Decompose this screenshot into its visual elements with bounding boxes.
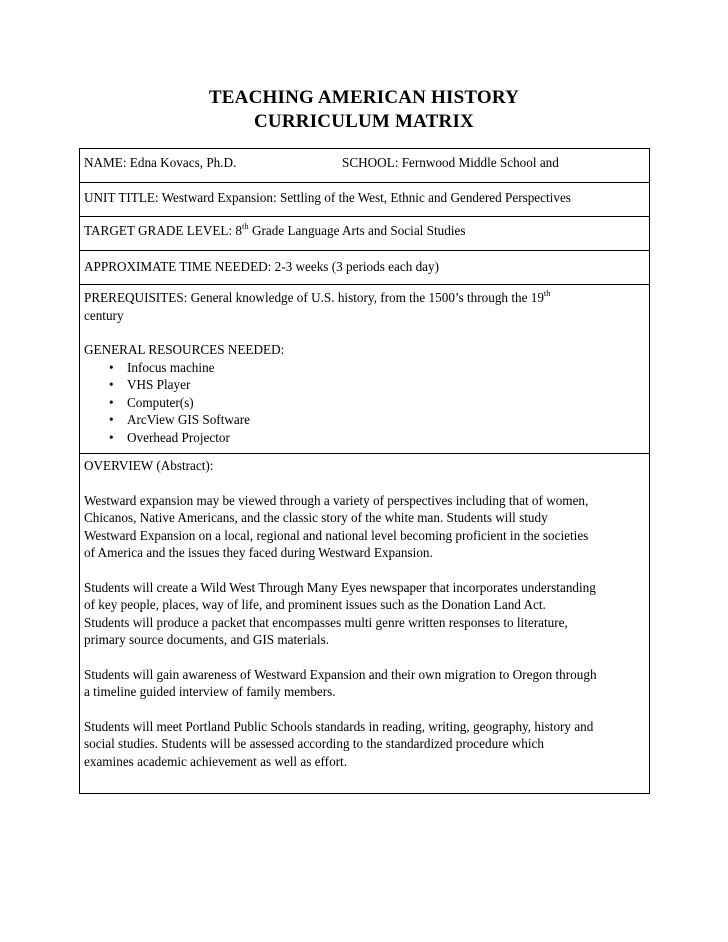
bullet-icon: • [109,359,114,375]
overview-line: of America and the issues they faced during Westward Expansion. [84,545,433,560]
resource-item-label: ArcView GIS Software [127,412,250,427]
overview-paragraph [84,579,643,649]
teacher-name: NAME: Edna Kovacs, Ph.D. [84,155,237,170]
time-needed-row [80,251,649,285]
title-line-1: TEACHING AMERICAN HISTORY [208,87,520,108]
name-school-row [80,149,649,183]
document-title [0,86,728,134]
overview-line: primary source documents, and GIS materials. [84,632,329,647]
overview-paragraph [84,718,643,771]
resource-item-label: Computer(s) [127,394,194,410]
bullet-icon: • [109,394,114,410]
overview-line: Students will meet Portland Public Schools standards in reading, writing, geography, history and [84,718,594,734]
overview-line: Students will gain awareness of Westward Expansion and their own migration to Oregon through [84,666,597,682]
overview-line: of key people, places, way of life, and prominent issues such as the Donation Land Act. [84,597,546,612]
prerequisites-continuation: century [84,307,124,323]
overview-heading: OVERVIEW (Abstract): [84,458,214,473]
prerequisites-text [84,289,643,307]
prerequisites-sup: th [543,287,551,298]
resources-list [84,359,643,447]
overview-row [80,454,649,793]
curriculum-matrix-table [79,148,650,794]
time-needed: APPROXIMATE TIME NEEDED: 2-3 weeks (3 periods each day) [84,259,440,274]
grade-level-sup: th [242,220,249,231]
overview-line: social studies. Students will be assessed according to the standardized procedure which [84,736,544,751]
resource-item [84,376,643,394]
unit-title: UNIT TITLE: Westward Expansion: Settling of the West, Ethnic and Gendered Perspectives [84,190,571,205]
resource-item-label: VHS Player [127,377,191,392]
bullet-icon: • [109,377,114,392]
prerequisites-prefix: PREREQUISITES: General knowledge of U.S. history, from the 1500’s through the 19 [84,290,544,305]
resource-item [84,429,643,447]
overview-line: a timeline guided interview of family members. [84,684,336,699]
grade-level-prefix: TARGET GRADE LEVEL: 8 [84,223,243,238]
resource-item [84,359,643,377]
overview-line: Students will produce a packet that encompasses multi genre written responses to literature, [84,614,568,630]
resource-item [84,411,643,429]
resource-item-label: Overhead Projector [127,429,230,445]
overview-line: Students will create a Wild West Through Many Eyes newspaper that incorporates understanding [84,579,596,595]
unit-title-row [80,183,649,217]
overview-line: Westward expansion may be viewed through a variety of perspectives including that of women, [84,492,589,508]
overview-body [84,475,643,771]
grade-level-row [80,217,649,251]
prerequisites-resources-row [80,285,649,454]
school-name: SCHOOL: Fernwood Middle School and [342,155,559,170]
overview-line: Westward Expansion on a local, regional and national level becoming proficient in the societies [84,527,589,543]
overview-line: examines academic achievement as well as effort. [84,753,348,769]
overview-paragraph [84,492,643,562]
resource-item [84,394,643,412]
title-line-2: CURRICULUM MATRIX [254,111,474,132]
resource-item-label: Infocus machine [127,359,215,375]
bullet-icon: • [109,429,114,445]
grade-level-suffix: Grade Language Arts and Social Studies [248,223,466,238]
bullet-icon: • [109,412,114,427]
resources-heading: GENERAL RESOURCES NEEDED: [84,342,285,357]
overview-line: Chicanos, Native Americans, and the classic story of the white man. Students will study [84,510,548,525]
overview-paragraph [84,666,643,701]
